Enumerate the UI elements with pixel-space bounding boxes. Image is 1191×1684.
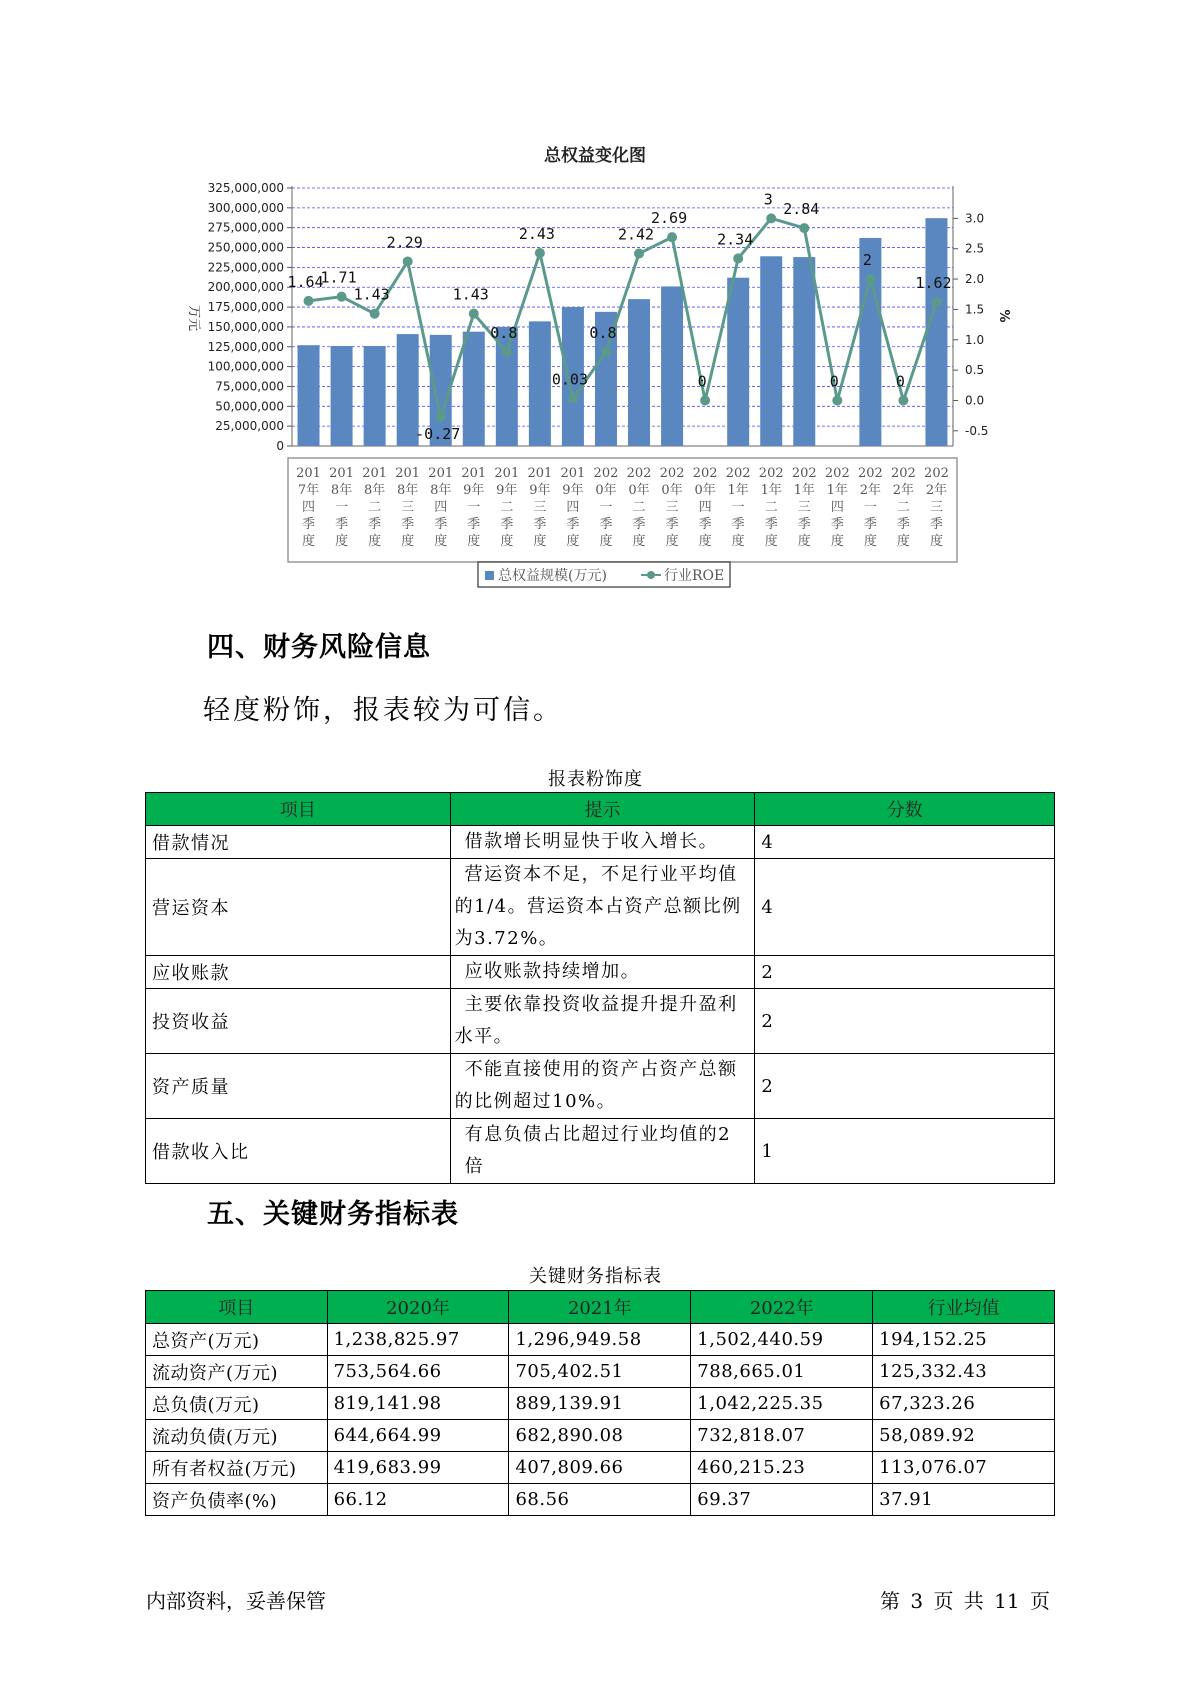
x-tick-label: 季 xyxy=(500,517,514,532)
key-item-cell: 流动负债(万元) xyxy=(146,1420,328,1452)
key-value-cell: 68.56 xyxy=(509,1484,691,1516)
roe-data-label: -0.27 xyxy=(415,424,461,443)
key-header-2021: 2021年 xyxy=(509,1291,691,1324)
x-tick-label: 度 xyxy=(797,534,811,549)
risk-tip-line: 借款增长明显快于收入增长。 xyxy=(464,831,719,852)
x-tick-label: 四 xyxy=(434,500,448,515)
y-left-tick-label: 75,000,000 xyxy=(215,379,284,394)
x-tick-label: 一 xyxy=(467,500,481,515)
key-value-cell: 113,076.07 xyxy=(873,1452,1055,1484)
x-tick-label: 季 xyxy=(863,517,877,532)
y-right-tick-label: 2.0 xyxy=(965,272,985,287)
x-tick-label: 四 xyxy=(566,500,580,515)
x-tick-label: 度 xyxy=(335,534,349,549)
footer-page-number: 第 3 页 共 11 页 xyxy=(880,1589,1050,1613)
roe-data-label: 0 xyxy=(829,372,839,391)
y-left-tick-label: 225,000,000 xyxy=(207,260,284,275)
y-left-tick-label: 0 xyxy=(276,439,284,453)
risk-table-row xyxy=(146,859,1055,956)
roe-data-label: 2.42 xyxy=(617,225,655,244)
equity-bar xyxy=(793,257,815,446)
roe-point xyxy=(931,297,941,307)
risk-header-score: 分数 xyxy=(755,793,1055,826)
risk-score-cell: 2 xyxy=(755,1054,1055,1119)
x-tick-label: 度 xyxy=(599,534,613,549)
x-tick-label: 季 xyxy=(929,517,943,532)
risk-table-caption: 报表粉饰度 xyxy=(548,769,643,790)
equity-bar xyxy=(628,299,650,446)
y-left-tick-label: 125,000,000 xyxy=(207,339,284,354)
key-value-cell: 753,564.66 xyxy=(327,1356,509,1388)
key-value-cell: 1,296,949.58 xyxy=(509,1324,691,1356)
risk-item-cell: 应收账款 xyxy=(146,956,451,989)
roe-point xyxy=(799,223,809,233)
risk-tip-cell xyxy=(450,859,755,956)
key-value-cell: 819,141.98 xyxy=(327,1388,509,1420)
roe-point xyxy=(601,347,611,357)
roe-data-label: 2.29 xyxy=(386,233,423,252)
roe-point xyxy=(502,347,512,357)
risk-table-row xyxy=(146,826,1055,859)
key-value-cell: 67,323.26 xyxy=(873,1388,1055,1420)
key-value-cell: 37.91 xyxy=(873,1484,1055,1516)
risk-score-cell: 4 xyxy=(755,826,1055,859)
x-tick-label: 9年 xyxy=(562,483,584,498)
x-tick-label: 度 xyxy=(830,534,844,549)
y-left-tick-label: 100,000,000 xyxy=(207,359,284,374)
risk-header-tip: 提示 xyxy=(450,793,755,826)
equity-bar xyxy=(925,218,947,446)
x-tick-label: 1年 xyxy=(727,483,749,498)
roe-data-label: 1.43 xyxy=(452,285,489,304)
x-tick-label: 一 xyxy=(863,500,877,515)
x-tick-label: 0年 xyxy=(628,483,650,498)
y-left-tick-label: 325,000,000 xyxy=(207,181,284,195)
x-tick-label: 季 xyxy=(467,517,481,532)
x-tick-label: 季 xyxy=(401,517,415,532)
x-tick-label: 8年 xyxy=(430,483,452,498)
x-tick-label: 三 xyxy=(665,500,679,515)
x-tick-label: 度 xyxy=(929,534,943,549)
risk-tip-line: 主要依靠投资收益提升提升盈利 xyxy=(464,994,738,1015)
roe-data-label: 2.84 xyxy=(783,200,820,219)
key-table-caption: 关键财务指标表 xyxy=(529,1266,662,1287)
roe-data-label: 2.69 xyxy=(651,209,688,228)
risk-table-row xyxy=(146,1119,1055,1184)
roe-point xyxy=(700,395,710,405)
x-tick-label: 三 xyxy=(401,500,415,515)
x-tick-label: 2年 xyxy=(892,483,915,498)
key-value-cell: 1,042,225.35 xyxy=(691,1388,873,1420)
key-value-cell: 889,139.91 xyxy=(509,1388,691,1420)
x-tick-label: 度 xyxy=(434,534,448,549)
risk-item-cell: 营运资本 xyxy=(146,859,451,956)
legend-line-marker xyxy=(647,571,655,579)
key-value-cell: 58,089.92 xyxy=(873,1420,1055,1452)
x-tick-label: 2年 xyxy=(859,483,882,498)
x-tick-label: 一 xyxy=(731,500,745,515)
y-left-tick-label: 200,000,000 xyxy=(207,280,284,295)
x-tick-label: 201 xyxy=(527,466,553,481)
risk-tip-line: 营运资本不足，不足行业平均值 xyxy=(464,864,738,885)
x-tick-label: 202 xyxy=(857,466,883,481)
risk-tip-cell xyxy=(450,1054,755,1119)
risk-summary-text: 轻度粉饰，报表较为可信。 xyxy=(203,695,563,726)
x-tick-label: 度 xyxy=(896,534,910,549)
x-tick-label: 四 xyxy=(302,500,316,515)
equity-bar xyxy=(859,238,881,446)
risk-table-row xyxy=(146,989,1055,1054)
x-tick-label: 季 xyxy=(599,517,613,532)
roe-point xyxy=(337,292,347,302)
key-item-cell: 所有者权益(万元) xyxy=(146,1452,328,1484)
x-tick-label: 季 xyxy=(533,517,547,532)
risk-table-header xyxy=(146,793,1055,826)
x-tick-label: 三 xyxy=(929,500,943,515)
x-tick-label: 202 xyxy=(758,466,784,481)
risk-item-cell: 资产质量 xyxy=(146,1054,451,1119)
roe-point xyxy=(535,248,545,258)
x-tick-label: 季 xyxy=(896,517,910,532)
x-tick-label: 度 xyxy=(632,534,646,549)
risk-tip-line: 有息负债占比超过行业均值的2倍 xyxy=(464,1124,732,1177)
equity-bar xyxy=(364,346,386,446)
key-value-cell: 69.37 xyxy=(691,1484,873,1516)
key-table-row xyxy=(146,1324,1055,1356)
x-tick-label: 二 xyxy=(896,500,910,515)
risk-tip-line: 水平。 xyxy=(454,1026,514,1047)
x-tick-label: 二 xyxy=(764,500,778,515)
x-tick-label: 9年 xyxy=(463,483,485,498)
key-value-cell: 705,402.51 xyxy=(509,1356,691,1388)
y-right-tick-label: 0.5 xyxy=(965,363,985,378)
x-tick-label: 度 xyxy=(302,534,316,549)
risk-tip-cell xyxy=(450,826,755,859)
x-tick-label: 度 xyxy=(401,534,415,549)
key-header-2022: 2022年 xyxy=(691,1291,873,1324)
key-header-item: 项目 xyxy=(146,1291,328,1324)
x-tick-label: 202 xyxy=(924,466,949,481)
x-tick-label: 季 xyxy=(368,517,382,532)
y-left-tick-label: 275,000,000 xyxy=(207,220,284,235)
roe-point xyxy=(436,412,446,422)
x-tick-label: 9年 xyxy=(496,483,518,498)
x-tick-label: 季 xyxy=(698,517,712,532)
x-tick-label: 一 xyxy=(599,500,613,515)
key-value-cell: 194,152.25 xyxy=(873,1324,1055,1356)
roe-data-label: 0.8 xyxy=(490,323,518,342)
x-tick-label: 201 xyxy=(560,466,586,481)
x-tick-label: 季 xyxy=(302,517,316,532)
equity-bar xyxy=(760,256,782,446)
x-tick-label: 201 xyxy=(395,466,421,481)
chart-title: 总权益变化图 xyxy=(544,146,646,166)
key-value-cell: 460,215.23 xyxy=(691,1452,873,1484)
risk-tip-cell xyxy=(450,956,755,989)
key-value-cell: 125,332.43 xyxy=(873,1356,1055,1388)
x-tick-label: 201 xyxy=(428,466,454,481)
x-tick-label: 季 xyxy=(830,517,844,532)
risk-tip-cell xyxy=(450,1119,755,1184)
roe-point xyxy=(865,274,875,284)
risk-tip-line: 不能直接使用的资产占资产总额 xyxy=(464,1059,738,1080)
key-value-cell: 644,664.99 xyxy=(327,1420,509,1452)
x-tick-label: 202 xyxy=(626,466,652,481)
x-tick-label: 202 xyxy=(659,466,685,481)
key-table-row xyxy=(146,1388,1055,1420)
x-tick-label: 季 xyxy=(335,517,349,532)
risk-score-cell: 1 xyxy=(755,1119,1055,1184)
x-tick-label: 202 xyxy=(891,466,916,481)
y-left-axis-title: 万元 xyxy=(186,304,201,332)
x-tick-label: 1年 xyxy=(760,483,782,498)
x-tick-label: 202 xyxy=(692,466,718,481)
x-tick-label: 2年 xyxy=(925,483,948,498)
x-tick-label: 8年 xyxy=(363,483,386,498)
key-table-row xyxy=(146,1356,1055,1388)
section5-heading: 五、关键财务指标表 xyxy=(207,1199,459,1230)
x-tick-label: 二 xyxy=(632,500,646,515)
x-tick-label: 8年 xyxy=(330,483,353,498)
risk-tip-cell xyxy=(450,989,755,1054)
key-item-cell: 资产负债率(%) xyxy=(146,1484,328,1516)
x-tick-label: 季 xyxy=(731,517,745,532)
y-right-tick-label: 1.5 xyxy=(965,302,985,317)
risk-score-cell: 2 xyxy=(755,989,1055,1054)
x-tick-label: 1年 xyxy=(826,483,848,498)
section4-heading: 四、财务风险信息 xyxy=(207,632,431,663)
roe-data-label: 0 xyxy=(697,372,707,391)
legend-bar-label: 总权益规模(万元) xyxy=(498,568,607,584)
risk-tip-line: 为3.72%。 xyxy=(454,928,559,949)
roe-point xyxy=(370,309,380,319)
key-table-row xyxy=(146,1452,1055,1484)
x-tick-label: 度 xyxy=(764,534,778,549)
key-value-cell: 66.12 xyxy=(327,1484,509,1516)
x-tick-label: 三 xyxy=(797,500,811,515)
key-value-cell: 419,683.99 xyxy=(327,1452,509,1484)
risk-tip-line: 的比例超过10%。 xyxy=(454,1091,617,1112)
equity-chart-svg xyxy=(0,0,1191,600)
equity-bar xyxy=(331,346,353,446)
risk-item-cell: 借款情况 xyxy=(146,826,451,859)
roe-data-label: 0.8 xyxy=(589,323,617,342)
risk-score-cell: 4 xyxy=(755,859,1055,956)
x-tick-label: 202 xyxy=(824,466,850,481)
risk-table xyxy=(145,792,1055,1184)
y-right-tick-label: 0.0 xyxy=(965,393,985,408)
roe-data-label: 1.71 xyxy=(320,268,357,287)
key-table-row xyxy=(146,1484,1055,1516)
y-right-tick-label: 2.5 xyxy=(965,241,985,256)
y-left-tick-label: 150,000,000 xyxy=(207,319,284,334)
key-value-cell: 732,818.07 xyxy=(691,1420,873,1452)
x-tick-label: 201 xyxy=(362,466,388,481)
equity-bar xyxy=(529,321,551,446)
roe-point xyxy=(898,395,908,405)
roe-point xyxy=(469,309,479,319)
y-left-tick-label: 50,000,000 xyxy=(215,399,284,414)
roe-data-label: 2 xyxy=(862,251,872,270)
x-tick-label: 202 xyxy=(725,466,751,481)
x-tick-label: 季 xyxy=(665,517,679,532)
risk-table-row xyxy=(146,956,1055,989)
key-table-row xyxy=(146,1420,1055,1452)
roe-data-label: 2.34 xyxy=(717,230,754,249)
roe-point xyxy=(634,249,644,259)
equity-chart xyxy=(0,0,1191,600)
y-right-tick-label: 1.0 xyxy=(965,332,985,347)
roe-data-label: 1.43 xyxy=(353,285,390,304)
x-tick-label: 0年 xyxy=(694,483,716,498)
x-tick-label: 0年 xyxy=(595,483,617,498)
x-tick-label: 一 xyxy=(335,500,349,515)
key-item-cell: 流动资产(万元) xyxy=(146,1356,328,1388)
x-tick-label: 三 xyxy=(533,500,547,515)
x-tick-label: 度 xyxy=(863,534,877,549)
x-tick-label: 度 xyxy=(500,534,514,549)
x-tick-label: 0年 xyxy=(661,483,683,498)
x-tick-label: 季 xyxy=(797,517,811,532)
key-table-header xyxy=(146,1291,1055,1324)
legend-line-label: 行业ROE xyxy=(664,568,725,584)
x-tick-label: 季 xyxy=(434,517,448,532)
y-left-tick-label: 25,000,000 xyxy=(215,419,284,434)
key-value-cell: 682,890.08 xyxy=(509,1420,691,1452)
key-header-industry-avg: 行业均值 xyxy=(873,1291,1055,1324)
key-value-cell: 1,502,440.59 xyxy=(691,1324,873,1356)
risk-header-item: 项目 xyxy=(146,793,451,826)
roe-point xyxy=(733,253,743,263)
y-right-tick-label: -0.5 xyxy=(965,423,989,438)
key-header-2020: 2020年 xyxy=(327,1291,509,1324)
roe-data-label: 3 xyxy=(763,190,773,209)
footer-confidential: 内部资料，妥善保管 xyxy=(146,1589,326,1613)
x-tick-label: 度 xyxy=(566,534,580,549)
x-tick-label: 201 xyxy=(461,466,487,481)
x-tick-label: 四 xyxy=(698,500,712,515)
equity-bar xyxy=(298,345,320,446)
x-tick-label: 度 xyxy=(665,534,679,549)
x-tick-label: 9年 xyxy=(529,483,551,498)
x-tick-label: 四 xyxy=(830,500,844,515)
x-tick-label: 8年 xyxy=(397,483,419,498)
x-tick-label: 二 xyxy=(500,500,514,515)
x-tick-label: 201 xyxy=(296,466,321,481)
x-tick-label: 1年 xyxy=(793,483,815,498)
x-tick-label: 度 xyxy=(368,534,382,549)
y-left-tick-label: 175,000,000 xyxy=(207,300,284,315)
x-tick-label: 7年 xyxy=(297,483,320,498)
key-value-cell: 407,809.66 xyxy=(509,1452,691,1484)
roe-point xyxy=(403,256,413,266)
y-right-axis-title: % xyxy=(996,309,1011,323)
risk-score-cell: 2 xyxy=(755,956,1055,989)
key-item-cell: 总资产(万元) xyxy=(146,1324,328,1356)
key-value-cell: 788,665.01 xyxy=(691,1356,873,1388)
risk-item-cell: 投资收益 xyxy=(146,989,451,1054)
x-tick-label: 季 xyxy=(632,517,646,532)
roe-point xyxy=(766,213,776,223)
x-tick-label: 202 xyxy=(593,466,619,481)
roe-point xyxy=(304,296,314,306)
roe-point xyxy=(568,394,578,404)
risk-table-row xyxy=(146,1054,1055,1119)
roe-data-label: 0.03 xyxy=(551,370,588,389)
roe-data-label: 2.43 xyxy=(518,224,555,243)
x-tick-label: 度 xyxy=(467,534,481,549)
x-tick-label: 度 xyxy=(533,534,547,549)
roe-data-label: 1.62 xyxy=(915,274,952,293)
y-left-tick-label: 250,000,000 xyxy=(207,240,284,255)
x-tick-label: 度 xyxy=(698,534,712,549)
equity-bar xyxy=(463,332,485,446)
x-axis-label-box xyxy=(288,458,957,562)
roe-data-label: 0 xyxy=(895,372,905,391)
x-tick-label: 季 xyxy=(764,517,778,532)
roe-point xyxy=(832,395,842,405)
y-right-tick-label: 3.0 xyxy=(965,211,985,226)
risk-tip-line: 应收账款持续增加。 xyxy=(464,961,641,982)
key-value-cell: 1,238,825.97 xyxy=(327,1324,509,1356)
key-item-cell: 总负债(万元) xyxy=(146,1388,328,1420)
x-tick-label: 度 xyxy=(731,534,745,549)
risk-item-cell: 借款收入比 xyxy=(146,1119,451,1184)
x-tick-label: 季 xyxy=(566,517,580,532)
roe-data-label: 1.64 xyxy=(287,272,324,291)
x-tick-label: 201 xyxy=(329,466,354,481)
x-tick-label: 202 xyxy=(791,466,817,481)
y-left-tick-label: 300,000,000 xyxy=(207,200,284,215)
equity-bar xyxy=(727,278,749,446)
risk-tip-line: 的1/4。营运资本占资产总额比例 xyxy=(454,896,742,917)
x-tick-label: 二 xyxy=(368,500,382,515)
equity-bar xyxy=(661,286,683,446)
x-tick-label: 201 xyxy=(494,466,520,481)
roe-point xyxy=(667,232,677,242)
key-financial-table xyxy=(145,1290,1055,1516)
legend-bar-swatch xyxy=(485,571,494,580)
